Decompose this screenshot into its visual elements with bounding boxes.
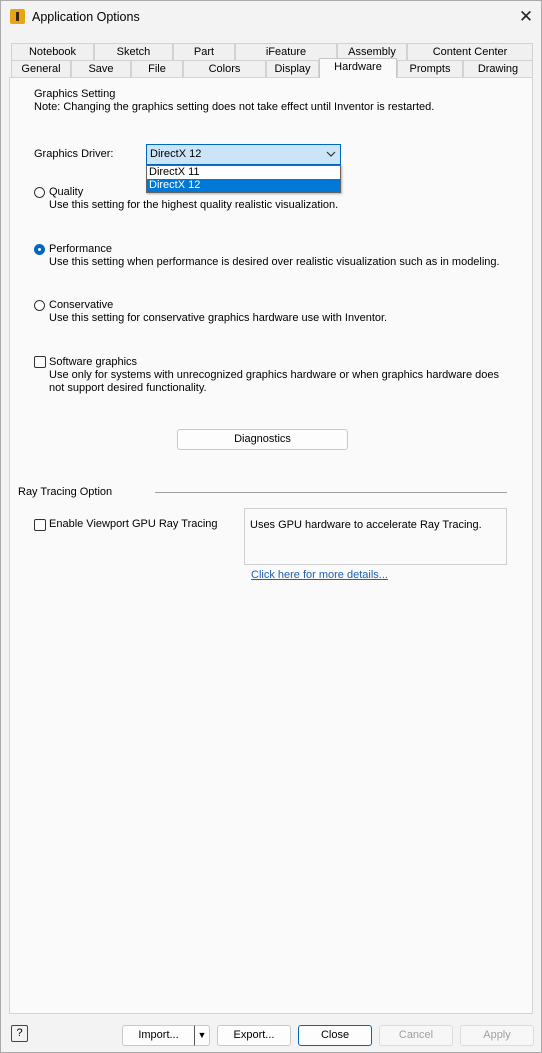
quality-radio[interactable] bbox=[34, 187, 45, 198]
ray-tracing-title: Ray Tracing Option bbox=[18, 486, 113, 498]
tab-prompts[interactable]: Prompts bbox=[397, 60, 463, 77]
diagnostics-button[interactable]: Diagnostics bbox=[177, 429, 348, 450]
tab-display[interactable]: Display bbox=[266, 60, 319, 77]
graphics-setting-title: Graphics Setting bbox=[34, 88, 116, 100]
tab-ifeature[interactable]: iFeature bbox=[235, 43, 337, 60]
software-graphics-checkbox[interactable] bbox=[34, 356, 46, 368]
quality-label[interactable]: Quality bbox=[49, 186, 84, 198]
tab-content-center[interactable]: Content Center bbox=[407, 43, 533, 60]
window-title: Application Options bbox=[32, 10, 140, 24]
tab-part[interactable]: Part bbox=[173, 43, 235, 60]
performance-radio[interactable] bbox=[34, 244, 45, 255]
tab-drawing[interactable]: Drawing bbox=[463, 60, 533, 77]
graphics-restart-note: Note: Changing the graphics setting does not take effect until Inventor is restarted. bbox=[34, 101, 435, 113]
inventor-app-icon bbox=[10, 9, 25, 24]
performance-label[interactable]: Performance bbox=[49, 243, 112, 255]
ray-tracing-info-box bbox=[244, 508, 507, 565]
tab-sketch[interactable]: Sketch bbox=[94, 43, 173, 60]
graphics-driver-dropdown bbox=[146, 165, 341, 193]
software-graphics-description-1: Use only for systems with unrecognized graphics hardware or when graphics hardware does bbox=[49, 369, 500, 381]
tab-notebook[interactable]: Notebook bbox=[11, 43, 94, 60]
tab-colors[interactable]: Colors bbox=[183, 60, 266, 77]
ray-tracing-details-link[interactable]: Click here for more details... bbox=[251, 569, 388, 581]
cancel-button[interactable]: Cancel bbox=[379, 1025, 453, 1046]
option-directx-12[interactable]: DirectX 12 bbox=[147, 179, 340, 192]
close-window-icon[interactable]: ✕ bbox=[518, 7, 534, 26]
software-graphics-description-2: not support desired functionality. bbox=[49, 382, 207, 394]
apply-button[interactable]: Apply bbox=[460, 1025, 534, 1046]
gpu-ray-tracing-checkbox[interactable] bbox=[34, 519, 46, 531]
tab-general[interactable]: General bbox=[11, 60, 71, 77]
option-directx-11[interactable]: DirectX 11 bbox=[149, 166, 200, 178]
gpu-ray-tracing-label[interactable]: Enable Viewport GPU Ray Tracing bbox=[49, 518, 218, 530]
graphics-driver-value: DirectX 12 bbox=[150, 148, 202, 160]
graphics-driver-select[interactable] bbox=[146, 144, 341, 165]
conservative-radio[interactable] bbox=[34, 300, 45, 311]
conservative-label[interactable]: Conservative bbox=[49, 299, 114, 311]
graphics-driver-label: Graphics Driver: bbox=[34, 148, 114, 160]
quality-description: Use this setting for the highest quality realistic visualization. bbox=[49, 199, 339, 211]
tab-hardware[interactable]: Hardware bbox=[319, 58, 397, 78]
tab-save[interactable]: Save bbox=[71, 60, 131, 77]
import-dropdown-arrow-icon[interactable]: ▼ bbox=[194, 1025, 210, 1046]
ray-tracing-info-text: Uses GPU hardware to accelerate Ray Tracing. bbox=[250, 519, 482, 531]
ray-tracing-divider bbox=[155, 492, 507, 493]
help-icon[interactable]: ? bbox=[11, 1025, 28, 1042]
software-graphics-label[interactable]: Software graphics bbox=[49, 356, 138, 368]
export-button[interactable]: Export... bbox=[217, 1025, 291, 1046]
import-button[interactable]: Import... bbox=[122, 1025, 195, 1046]
tab-assembly[interactable]: Assembly bbox=[337, 43, 407, 60]
title-bar bbox=[1, 1, 541, 33]
performance-description: Use this setting when performance is desired over realistic visualization such as in modeling. bbox=[49, 256, 500, 268]
close-button[interactable]: Close bbox=[298, 1025, 372, 1046]
conservative-description: Use this setting for conservative graphics hardware use with Inventor. bbox=[49, 312, 388, 324]
tab-file[interactable]: File bbox=[131, 60, 183, 77]
chevron-down-icon bbox=[326, 147, 336, 164]
